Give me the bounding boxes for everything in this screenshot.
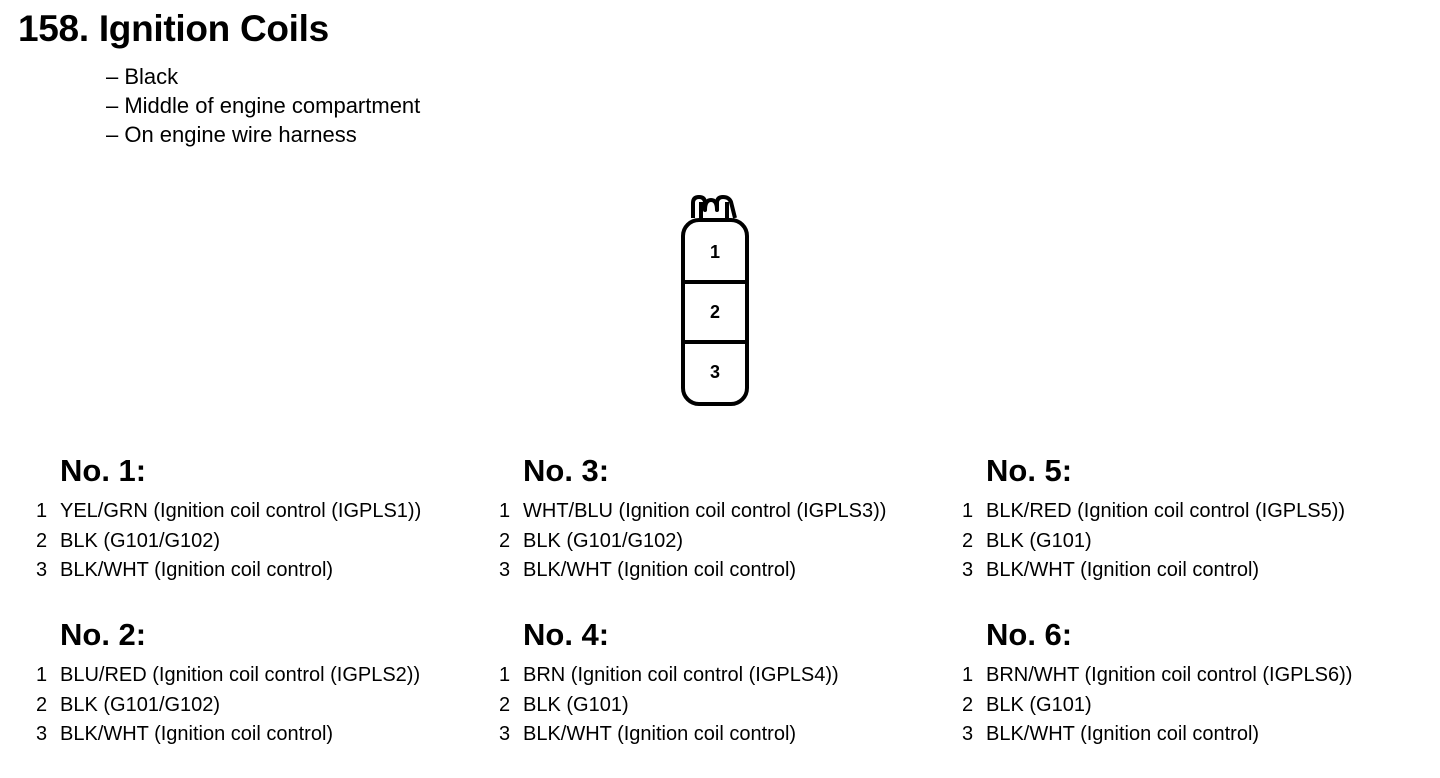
pin-row	[36, 527, 506, 557]
pin-number: 1	[36, 500, 48, 522]
pin-row	[962, 497, 1432, 527]
pin-list	[499, 661, 969, 750]
pin-row	[962, 556, 1432, 586]
cavity-2-label: 2	[709, 302, 721, 322]
pin-number: 2	[499, 529, 511, 552]
pin-wire: BLK/WHT (Ignition coil control)	[523, 559, 797, 581]
connector-face-icon	[675, 190, 755, 412]
pin-row	[499, 720, 969, 750]
pin-number: 1	[499, 500, 511, 522]
pin-row	[962, 527, 1432, 557]
pin-row	[962, 720, 1432, 750]
pin-row	[36, 661, 506, 691]
detail-color: – Black	[106, 64, 179, 89]
pin-wire: BLK/WHT (Ignition coil control)	[60, 723, 334, 745]
pin-wire: BLK/WHT (Ignition coil control)	[523, 723, 797, 745]
pin-row	[962, 691, 1432, 721]
coil-title: No. 5:	[986, 453, 1073, 488]
section-number: 158.	[18, 8, 89, 49]
pin-number: 3	[499, 723, 511, 745]
pin-row	[499, 691, 969, 721]
coil-no-5	[962, 452, 1432, 586]
pin-list	[36, 661, 506, 750]
coil-no-6	[962, 616, 1432, 750]
pin-number: 3	[962, 559, 974, 581]
pin-number: 3	[962, 723, 974, 745]
pin-number: 2	[962, 693, 974, 716]
pin-row	[499, 556, 969, 586]
section-title: Ignition Coils	[98, 8, 329, 49]
coil-title: No. 2:	[60, 617, 147, 652]
pin-wire: BRN/WHT (Ignition coil control (IGPLS6))	[986, 664, 1353, 686]
pin-wire: BLK/WHT (Ignition coil control)	[986, 723, 1260, 745]
pin-number: 2	[499, 693, 511, 716]
pin-row	[36, 691, 506, 721]
pin-wire: BLK (G101)	[523, 693, 629, 716]
pin-number: 1	[962, 664, 974, 686]
coil-title: No. 1:	[60, 453, 147, 488]
connector-diagram	[675, 190, 755, 412]
pin-wire: BLK/RED (Ignition coil control (IGPLS5))	[986, 500, 1346, 522]
page-title	[18, 8, 329, 50]
pin-list	[499, 497, 969, 586]
pin-list	[36, 497, 506, 586]
coil-no-3	[499, 452, 969, 586]
pin-row	[499, 497, 969, 527]
pin-wire: BLK (G101)	[986, 529, 1092, 552]
cavity-3-label: 3	[709, 362, 721, 382]
cavity-1-label: 1	[709, 242, 721, 262]
pin-number: 1	[36, 664, 48, 686]
detail-harness: – On engine wire harness	[106, 122, 357, 147]
pin-wire: BLK (G101)	[986, 693, 1092, 716]
pin-row	[962, 661, 1432, 691]
coil-no-2	[36, 616, 506, 750]
pin-row	[36, 497, 506, 527]
coil-title: No. 6:	[986, 617, 1073, 652]
pin-number: 3	[36, 723, 48, 745]
coil-title: No. 4:	[523, 617, 610, 652]
pin-wire: BRN (Ignition coil control (IGPLS4))	[523, 664, 839, 686]
pin-number: 1	[962, 500, 974, 522]
pin-list	[962, 661, 1432, 750]
pin-number: 1	[499, 664, 511, 686]
pin-wire: BLU/RED (Ignition coil control (IGPLS2))	[60, 664, 421, 686]
pin-row	[499, 527, 969, 557]
coil-title: No. 3:	[523, 453, 610, 488]
pin-row	[36, 556, 506, 586]
pin-wire: YEL/GRN (Ignition coil control (IGPLS1))	[60, 500, 422, 522]
pin-number: 2	[36, 693, 48, 716]
coil-no-1	[36, 452, 506, 586]
connector-details	[106, 62, 420, 149]
pin-wire: BLK/WHT (Ignition coil control)	[60, 559, 334, 581]
pin-row	[499, 661, 969, 691]
pin-wire: BLK/WHT (Ignition coil control)	[986, 559, 1260, 581]
pin-wire: WHT/BLU (Ignition coil control (IGPLS3))	[523, 500, 887, 522]
detail-location: – Middle of engine compartment	[106, 93, 421, 118]
pin-number: 2	[36, 529, 48, 552]
pin-row	[36, 720, 506, 750]
pin-wire: BLK (G101/G102)	[523, 529, 684, 552]
pin-list	[962, 497, 1432, 586]
pin-number: 2	[962, 529, 974, 552]
pin-wire: BLK (G101/G102)	[60, 693, 221, 716]
pin-number: 3	[36, 559, 48, 581]
pin-number: 3	[499, 559, 511, 581]
coil-no-4	[499, 616, 969, 750]
pin-wire: BLK (G101/G102)	[60, 529, 221, 552]
